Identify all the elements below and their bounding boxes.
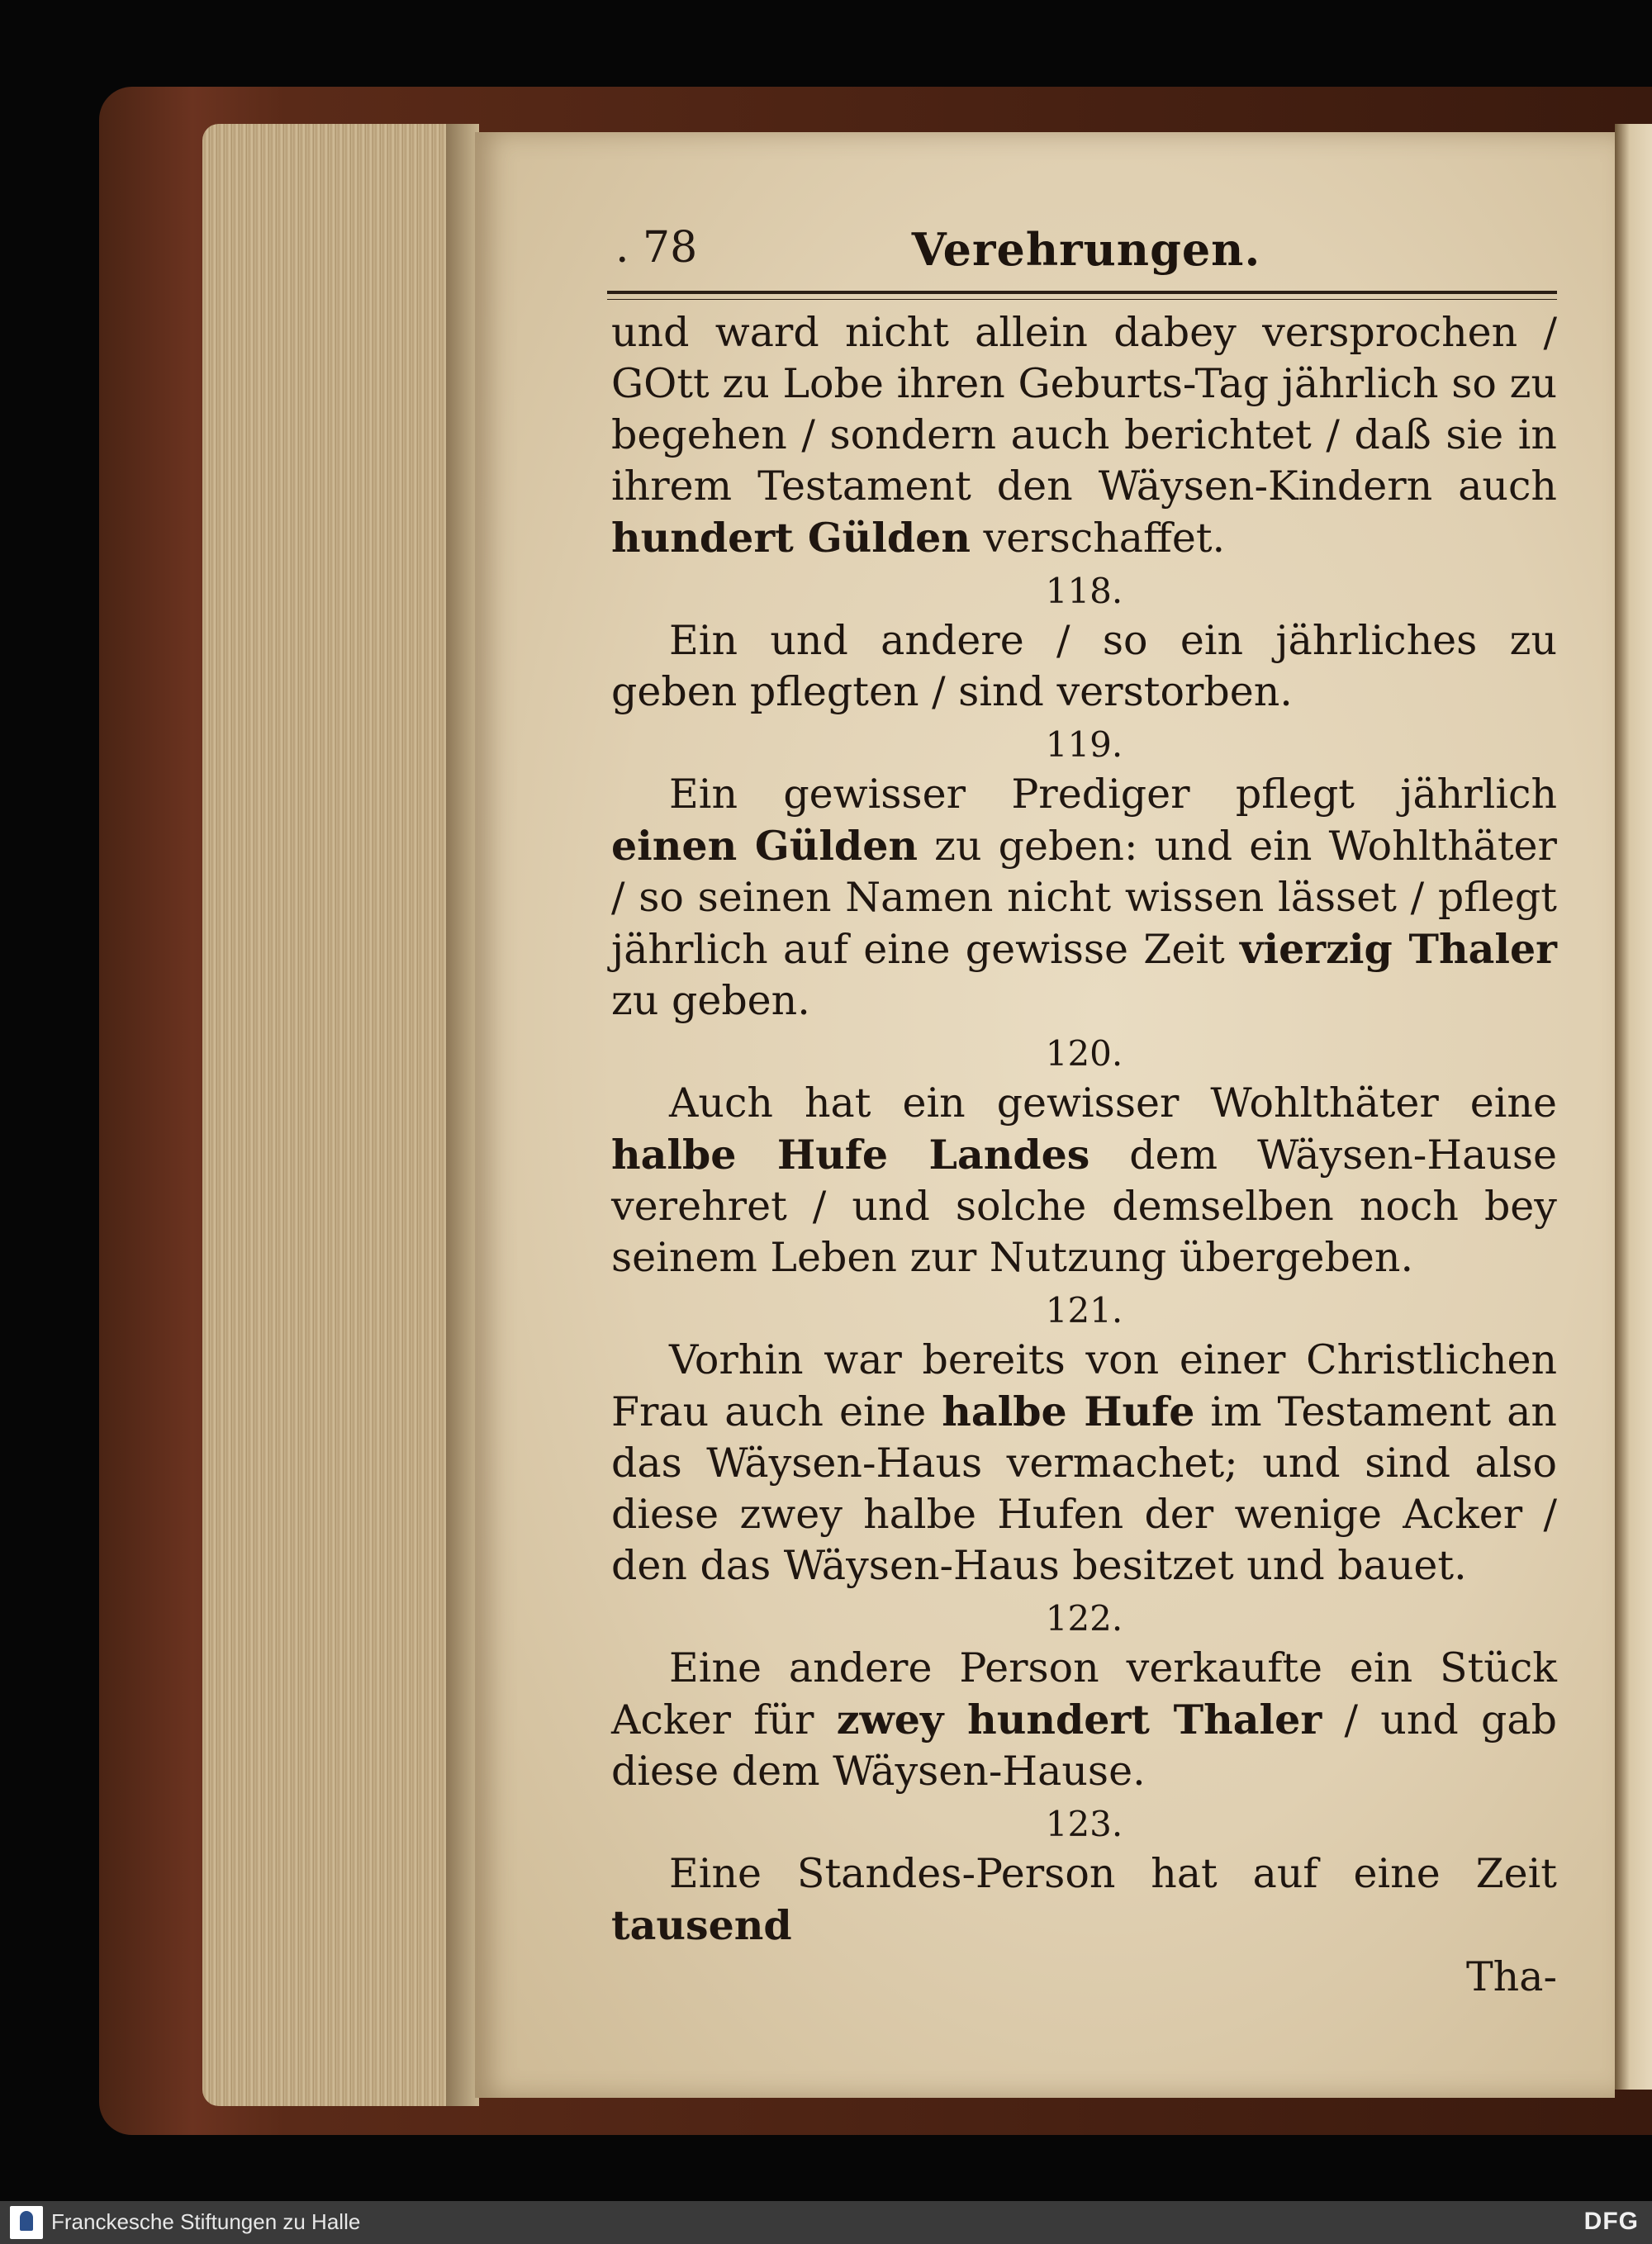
section-number-122: 122. <box>1045 1598 1123 1639</box>
section-number-121: 121. <box>1045 1290 1123 1331</box>
section-number-119: 119. <box>1045 724 1123 765</box>
running-head: Verehrungen. <box>911 223 1261 276</box>
page-text <box>611 307 1557 2003</box>
paragraph-118: Ein und andere / so ein jährliches zu geben pflegten / sind verstorben. <box>611 617 1557 715</box>
facing-page-edge <box>1615 124 1652 2090</box>
page-number: . 78 <box>615 223 698 273</box>
section-number-118: 118. <box>1045 571 1123 611</box>
catchword: Tha- <box>1465 1953 1557 2000</box>
paragraph-121: Vorhin war bereits von einer Christlichen Frau auch eine halbe Hufe im Testament an das Wäysen-Haus vermachet; und sind also diese zwey halbe Hufen der wenige Acker / den das Wäysen-Haus besitzet und bauet. <box>611 1336 1557 1589</box>
institution-name: Franckesche Stiftungen zu Halle <box>51 2209 361 2234</box>
dfg-logo: DFG <box>1583 2208 1639 2235</box>
header-rule <box>607 291 1557 300</box>
paragraph-continued: und ward nicht allein dabey versprochen / GOtt zu Lobe ihren Geburts-Tag jährlich so zu begehen / sondern auch berichtet / daß sie in ihrem Testament den Wäysen-Kindern auch hundert Gülden verschaffet. <box>611 309 1557 562</box>
paragraph-119: Ein gewisser Prediger pflegt jährlich einen Gülden zu geben: und ein Wohlthäter / so seinen Namen nicht wissen lässet / pflegt jährlich auf eine gewisse Zeit vierzig Thaler zu geben. <box>611 771 1557 1024</box>
institution-logo-icon <box>10 2206 43 2239</box>
page-header <box>607 223 1557 289</box>
page-gutter <box>446 124 479 2106</box>
paragraph-120: Auch hat ein gewisser Wohlthäter eine halbe Hufe Landes dem Wäysen-Hause verehret / und solche demselben noch bey seinem Leben zur Nutzung übergeben. <box>611 1079 1557 1281</box>
page-edges <box>202 124 475 2106</box>
paragraph-123: Eine Standes-Person hat auf eine Zeit tausend <box>611 1850 1557 1949</box>
section-number-120: 120. <box>1045 1033 1123 1074</box>
viewer-footer <box>0 2201 1652 2244</box>
section-number-123: 123. <box>1045 1804 1123 1844</box>
paragraph-122: Eine andere Person verkaufte ein Stück Acker für zwey hundert Thaler / und gab diese dem Wäysen-Hause. <box>611 1644 1558 1795</box>
